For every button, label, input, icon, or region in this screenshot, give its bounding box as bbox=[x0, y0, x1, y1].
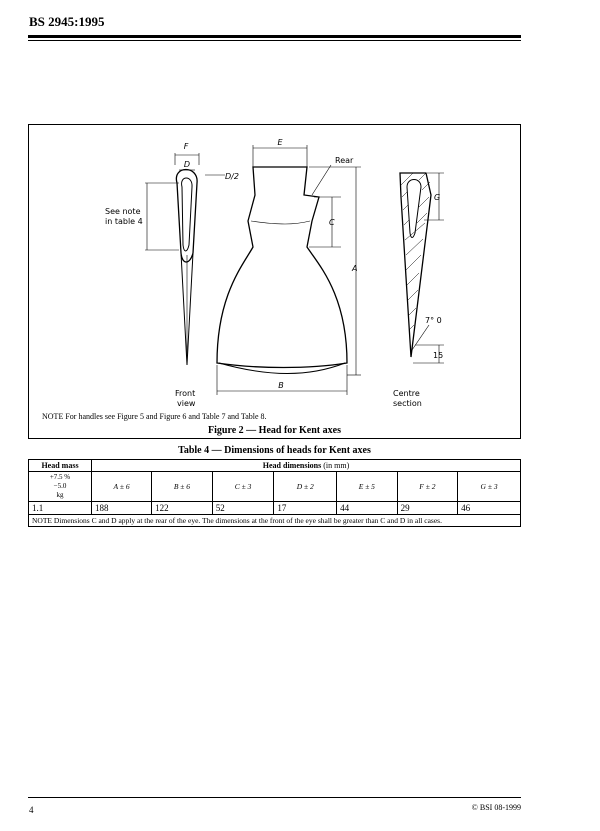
table-cell: 46 bbox=[458, 502, 521, 515]
column-header: A ± 6 bbox=[92, 472, 152, 502]
table-row bbox=[29, 502, 521, 515]
footer-rule bbox=[28, 797, 521, 798]
label-centre: Centre bbox=[393, 389, 420, 398]
figure-note: NOTE For handles see Figure 5 and Figure 6 and Table 7 and Table 8. bbox=[42, 412, 267, 421]
head-dimensions-header: Head dimensions (in mm) bbox=[92, 460, 521, 472]
label-section: section bbox=[393, 399, 422, 408]
table-cell: 122 bbox=[152, 502, 213, 515]
label-see-note: See note bbox=[105, 207, 141, 216]
column-header: D ± 2 bbox=[274, 472, 337, 502]
column-header: G ± 3 bbox=[458, 472, 521, 502]
page-number: 4 bbox=[29, 805, 34, 815]
axe-drawing bbox=[29, 125, 520, 438]
label-in-table: in table 4 bbox=[105, 217, 143, 226]
label-C: C bbox=[329, 218, 335, 227]
table-subheader-row bbox=[29, 472, 521, 502]
label-D2: D/2 bbox=[225, 172, 239, 181]
table-cell: 188 bbox=[92, 502, 152, 515]
header-rule-thin bbox=[28, 40, 521, 41]
table-note-row bbox=[29, 515, 521, 527]
label-B: B bbox=[278, 381, 284, 390]
table-cell: 44 bbox=[337, 502, 398, 515]
column-header: F ± 2 bbox=[397, 472, 458, 502]
label-G: G bbox=[434, 193, 441, 202]
head-mass-tolerance: +7.5 % −5.0 kg bbox=[29, 472, 92, 502]
label-A: A bbox=[352, 264, 358, 273]
column-header: C ± 3 bbox=[212, 472, 274, 502]
table-cell: 17 bbox=[274, 502, 337, 515]
dimensions-table bbox=[28, 459, 521, 527]
label-front: Front bbox=[175, 389, 196, 398]
label-rear: Rear bbox=[335, 156, 354, 165]
label-E: E bbox=[277, 138, 283, 147]
figure-frame bbox=[28, 124, 521, 439]
label-15: 15 bbox=[433, 351, 444, 360]
label-D: D bbox=[183, 160, 191, 169]
head-mass-header: Head mass bbox=[29, 460, 92, 472]
document-id: BS 2945:1995 bbox=[29, 14, 105, 29]
table-header-row bbox=[29, 460, 521, 472]
label-F: F bbox=[183, 142, 189, 151]
table-cell: 1.1 bbox=[29, 502, 92, 515]
label-angle: 7° 0 bbox=[425, 316, 442, 325]
label-view: view bbox=[177, 399, 196, 408]
figure-caption: Figure 2 — Head for Kent axes bbox=[208, 425, 341, 436]
table-note: NOTE Dimensions C and D apply at the rear of the eye. The dimensions at the front of the eye shall be greater than C and D in all cases. bbox=[29, 515, 521, 527]
table-title: Table 4 — Dimensions of heads for Kent axes bbox=[178, 445, 371, 456]
table-cell: 29 bbox=[397, 502, 458, 515]
table-cell: 52 bbox=[212, 502, 274, 515]
column-header: E ± 5 bbox=[337, 472, 398, 502]
header-rule-thick bbox=[28, 35, 521, 38]
column-header: B ± 6 bbox=[152, 472, 213, 502]
copyright: © BSI 08-1999 bbox=[471, 803, 521, 812]
